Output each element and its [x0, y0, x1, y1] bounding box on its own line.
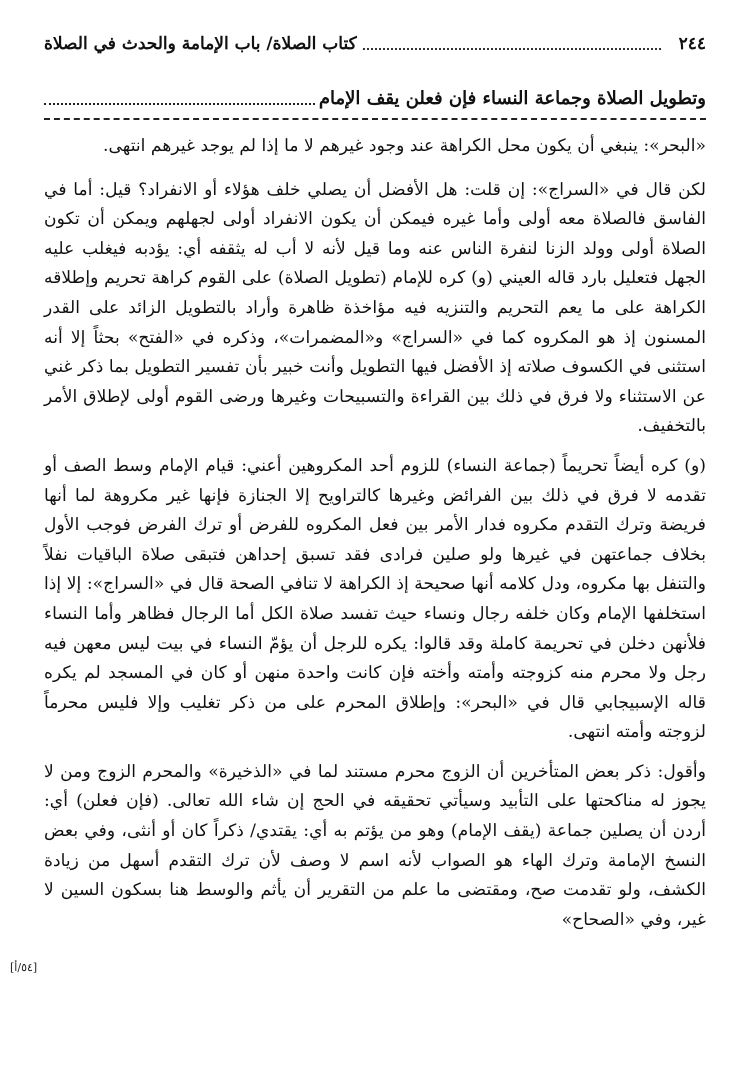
matn-text-line: [44, 84, 706, 112]
page-number: ٢٤٤: [678, 34, 706, 54]
matn-dotted-fill: [44, 91, 315, 105]
manuscript-folio-marker: [٥٤/أ]: [10, 961, 38, 974]
section-dashed-separator: [44, 118, 706, 120]
commentary-paragraph-4: وأقول: ذكر بعض المتأخرين أن الزوج محرم مستند لما في «الذخيرة» والمحرم الزوج ومن لا يجوز له مناكحتها على التأبيد وسيأتي تحقيقه في الحج إن شاء الله تعالى. (فإن فعلن) أي: أردن أن يصلين جماعة (يقف الإمام) وهو من يؤتم به أي: يقتدي/ ذكراً كان أو أنثى، وفي بعض النسخ الإمامة وترك الهاء هو الصواب لأنه اسم لا وصف لأن ترك التقدم أسهل من زيادة الكشف، ولو تقدمت صح، ومقتضى ما علم من التقرير أن يأثم والوسط هنا بسكون السين لا غير، وفي «الصحاح»: [44, 761, 706, 930]
page-header: [44, 26, 706, 62]
matn-text: وتطويل الصلاة وجماعة النساء فإن فعلن يقف الإمام: [318, 87, 706, 109]
running-title: كتاب الصلاة/ باب الإمامة والحدث في الصلاة: [44, 34, 357, 54]
book-page: [10, 26, 706, 1076]
commentary-paragraph-3: (و) كره أيضاً تحريماً (جماعة النساء) للزوم أحد المكروهين أعني: قيام الإمام وسط الصف أو تقدمه لا فرق في ذلك بين الفرائض وغيرها كالتراويح إلا الجنازة فإنها غير مكروهة لما أنها فريضة وترك التقدم مكروه فدار الأمر بين فعل المكروه للفرض أو ترك الفرض فوجب الأول بخلاف جماعتهن في غيرها ولو صلين فرادى فقد تسبق إحداهن فتبقى صلاة الباقيات نفلاً والتنفل بها مكروه، ودل كلامه أنها صحيحة إذ الكراهة لا تنافي الصحة قال في «السراج»: إلا إذا استخلفها الإمام وكان خلفه رجال ونساء حيث تفسد صلاة الكل أما الرجال فظاهر وأما النساء فلأنهن دخلن في تحريمة كاملة وقد قالوا: يكره للرجل أن يؤمّ النساء في بيت ليس معهن فيه رجل ولا محرم منه كزوجته وأمته وأخته فإن كانت واحدة منهن أو كان في المسجد لم يكره قاله الإسبيجابي قال في «البحر»: وإطلاق المحرم على من ذكر تغليب وإلا فليس محرماً لزوجته وأمته انتهى.: [44, 455, 706, 743]
header-dotted-rule: [363, 38, 661, 50]
commentary-paragraph-1: «البحر»: ينبغي أن يكون محل الكراهة عند وجود غيرهم لا ما إذا لم يوجد غيرهم انتهى.: [103, 136, 706, 156]
commentary-paragraph-2: لكن قال في «السراج»: إن قلت: هل الأفضل أن يصلي خلف هؤلاء أو الانفراد؟ قيل: أما في الفاسق فالصلاة معه أولى وأما غيره فيمكن أن يكون الانفراد أولى لجهلهم ويمكن أن تكون الصلاة أولى وولد الزنا لنفرة الناس عنه وما قيل لأنه لا أب له يثقفه أي: يؤدبه فيغلب عليه الجهل فتعليل بارد قاله العيني (و) كره للإمام (تطويل الصلاة) على القوم كراهة تحريم وإطلاقه الكراهة على ما يعم التحريم والتنزيه فيه مؤاخذة ظاهرة وأراد بالتطويل الزائد على القدر المسنون إذ هو المكروه كما في «السراج» و«المضمرات»، وذكره في «الفتح» بحثاً إلا أنه استثنى في الكسوف صلاته إذ الأفضل فيها التطويل وأنت خبير بأن تفسير التطويل بما ذكر غني عن الاستثناء ولا فرق في ذلك بين القراءة والتسبيحات وغيرها ورضى القوم أولى لإطلاق الأمر بالتخفيف.: [44, 179, 706, 437]
